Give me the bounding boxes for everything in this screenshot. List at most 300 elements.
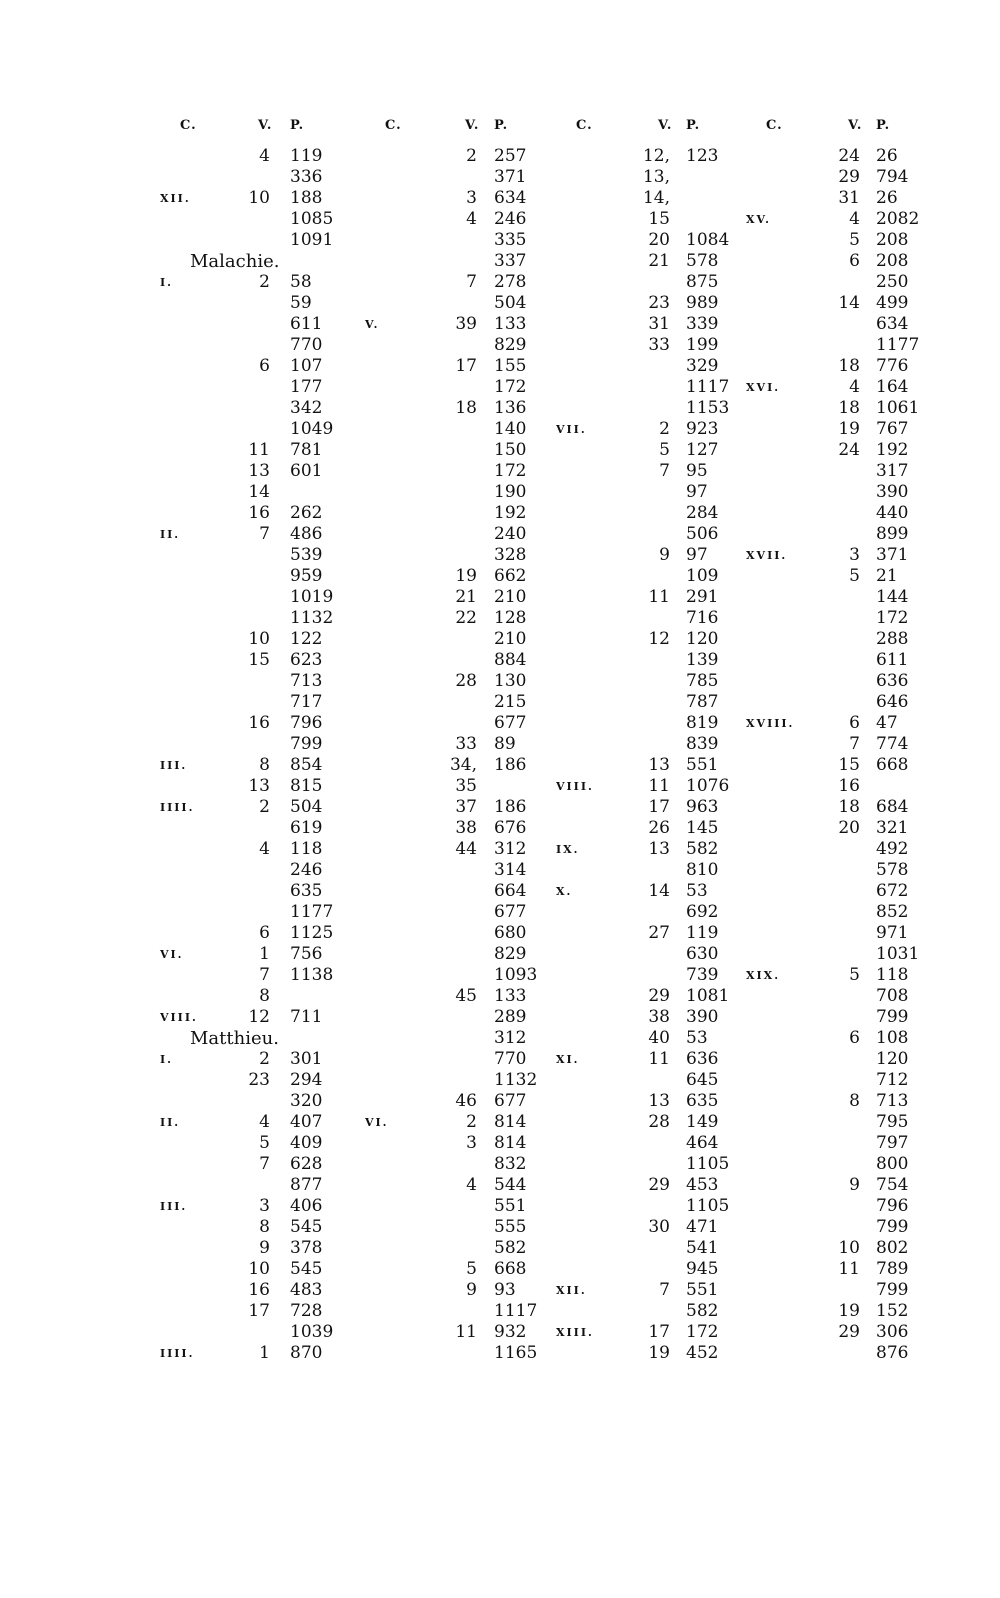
page-number: 623 (290, 650, 323, 670)
page-number: 756 (290, 944, 323, 964)
page-number: 795 (876, 1112, 909, 1132)
page-number: 839 (686, 734, 719, 754)
page-number: 155 (494, 356, 527, 376)
page-number: 177 (290, 377, 323, 397)
page-number: 133 (494, 314, 527, 334)
verse-number: 28 (455, 671, 477, 691)
verse-number: 29 (838, 1322, 860, 1342)
verse-number: 8 (849, 1091, 860, 1111)
page-number: 288 (876, 629, 909, 649)
page-number: 717 (290, 692, 323, 712)
verse-number: 17 (648, 797, 670, 817)
page-number: 539 (290, 545, 323, 565)
column-header-chapter: C. (576, 118, 593, 133)
page-number: 378 (290, 1238, 323, 1258)
page-number: 555 (494, 1217, 527, 1237)
page-number: 544 (494, 1175, 527, 1195)
page-number: 677 (494, 902, 527, 922)
page-number: 945 (686, 1259, 719, 1279)
verse-number: 26 (648, 818, 670, 838)
page-number: 680 (494, 923, 527, 943)
verse-number: 5 (659, 440, 670, 460)
verse-number: 11 (248, 440, 270, 460)
verse-number: 12 (248, 1007, 270, 1027)
verse-number: 2 (259, 797, 270, 817)
verse-number: 5 (849, 965, 860, 985)
page-number: 47 (876, 713, 898, 733)
page-number: 107 (290, 356, 323, 376)
verse-number: 27 (648, 923, 670, 943)
verse-number: 8 (259, 986, 270, 1006)
page-number: 59 (290, 293, 312, 313)
verse-number: 15 (248, 650, 270, 670)
page-number: 800 (876, 1154, 909, 1174)
column-header-verse: V. (465, 118, 480, 133)
page-number: 814 (494, 1112, 527, 1132)
page-number: 284 (686, 503, 719, 523)
page-number: 186 (494, 755, 527, 775)
page-number: 611 (290, 314, 323, 334)
verse-number: 11 (838, 1259, 860, 1279)
verse-number: 18 (838, 398, 860, 418)
page-number: 337 (494, 251, 527, 271)
verse-number: 4 (466, 209, 477, 229)
verse-number: 33 (455, 734, 477, 754)
page-number: 188 (290, 188, 323, 208)
page-number: 89 (494, 734, 516, 754)
page-number: 635 (290, 881, 323, 901)
page-number: 854 (290, 755, 323, 775)
page-number: 739 (686, 965, 719, 985)
verse-number: 6 (259, 923, 270, 943)
verse-number: 5 (259, 1133, 270, 1153)
chapter-number: XIX. (746, 969, 781, 982)
page-number: 149 (686, 1112, 719, 1132)
page-number: 314 (494, 860, 527, 880)
page-number: 371 (494, 167, 527, 187)
chapter-number: XI. (556, 1053, 580, 1066)
page-number: 636 (876, 671, 909, 691)
page-number: 810 (686, 860, 719, 880)
verse-number: 19 (648, 1343, 670, 1363)
column-header-chapter: C. (766, 118, 783, 133)
page-number: 390 (876, 482, 909, 502)
chapter-number: VI. (160, 948, 184, 961)
page-number: 53 (686, 1028, 708, 1048)
verse-number: 14 (648, 881, 670, 901)
verse-number: 12 (648, 629, 670, 649)
page-number: 668 (876, 755, 909, 775)
verse-number: 3 (466, 188, 477, 208)
column-header-verse: V. (848, 118, 863, 133)
page-number: 582 (494, 1238, 527, 1258)
verse-number: 16 (248, 1280, 270, 1300)
page-number: 708 (876, 986, 909, 1006)
page-number: 1091 (290, 230, 334, 250)
page-number: 794 (876, 167, 909, 187)
verse-number: 6 (849, 1028, 860, 1048)
page-number: 959 (290, 566, 323, 586)
chapter-number: XVIII. (746, 717, 795, 730)
verse-number: 20 (838, 818, 860, 838)
chapter-number: III. (160, 759, 188, 772)
verse-number: 3 (259, 1196, 270, 1216)
page-number: 390 (686, 1007, 719, 1027)
page-number: 172 (494, 461, 527, 481)
page-number: 97 (686, 482, 708, 502)
chapter-number: IX. (556, 843, 580, 856)
verse-number: 12, (642, 146, 670, 166)
page-number: 662 (494, 566, 527, 586)
page-number: 172 (494, 377, 527, 397)
page-number: 664 (494, 881, 527, 901)
page-number: 789 (876, 1259, 909, 1279)
page-number: 545 (290, 1217, 323, 1237)
page-number: 246 (494, 209, 527, 229)
page-number: 130 (494, 671, 527, 691)
page-number: 190 (494, 482, 527, 502)
page-number: 829 (494, 335, 527, 355)
page-number: 635 (686, 1091, 719, 1111)
page-number: 1153 (686, 398, 730, 418)
page-number: 136 (494, 398, 527, 418)
page-number: 504 (494, 293, 527, 313)
page-number: 884 (494, 650, 527, 670)
verse-number: 7 (659, 461, 670, 481)
page-number: 262 (290, 503, 323, 523)
verse-number: 7 (659, 1280, 670, 1300)
chapter-number: II. (160, 1116, 181, 1129)
verse-number: 13, (642, 167, 670, 187)
verse-number: 13 (248, 461, 270, 481)
verse-number: 11 (648, 587, 670, 607)
page-number: 483 (290, 1280, 323, 1300)
page-number: 877 (290, 1175, 323, 1195)
verse-number: 7 (849, 734, 860, 754)
chapter-number: I. (160, 1053, 173, 1066)
chapter-number: I. (160, 276, 173, 289)
verse-number: 33 (648, 335, 670, 355)
page-number: 120 (876, 1049, 909, 1069)
verse-number: 9 (466, 1280, 477, 1300)
page-number: 2082 (876, 209, 920, 229)
page-number: 95 (686, 461, 708, 481)
page-number: 1177 (290, 902, 334, 922)
verse-number: 2 (466, 146, 477, 166)
verse-number: 7 (259, 1154, 270, 1174)
page-number: 628 (290, 1154, 323, 1174)
page-number: 767 (876, 419, 909, 439)
page-number: 1093 (494, 965, 538, 985)
page-number: 713 (876, 1091, 909, 1111)
page-number: 541 (686, 1238, 719, 1258)
page-number: 208 (876, 251, 909, 271)
verse-number: 14 (248, 482, 270, 502)
verse-number: 13 (648, 755, 670, 775)
page-number: 320 (290, 1091, 323, 1111)
chapter-number: XVI. (746, 381, 781, 394)
page-number: 870 (290, 1343, 323, 1363)
page-number: 371 (876, 545, 909, 565)
verse-number: 2 (466, 1112, 477, 1132)
verse-number: 1 (259, 1343, 270, 1363)
page-number: 692 (686, 902, 719, 922)
verse-number: 38 (455, 818, 477, 838)
page-number: 852 (876, 902, 909, 922)
column-header-verse: V. (258, 118, 273, 133)
page-number: 578 (876, 860, 909, 880)
page-number: 97 (686, 545, 708, 565)
verse-number: 46 (455, 1091, 477, 1111)
page-number: 814 (494, 1133, 527, 1153)
verse-number: 7 (259, 524, 270, 544)
page-number: 551 (686, 755, 719, 775)
page-number: 486 (290, 524, 323, 544)
verse-number: 6 (259, 356, 270, 376)
page-number: 152 (876, 1301, 909, 1321)
page-number: 186 (494, 797, 527, 817)
page-number: 144 (876, 587, 909, 607)
chapter-number: XVII. (746, 549, 788, 562)
page-number: 215 (494, 692, 527, 712)
page-number: 815 (290, 776, 323, 796)
page-number: 802 (876, 1238, 909, 1258)
page-number: 210 (494, 629, 527, 649)
page-number: 713 (290, 671, 323, 691)
verse-number: 17 (455, 356, 477, 376)
page-number: 971 (876, 923, 909, 943)
page-number: 128 (494, 608, 527, 628)
verse-number: 19 (455, 566, 477, 586)
page-number: 774 (876, 734, 909, 754)
page-number: 636 (686, 1049, 719, 1069)
verse-number: 16 (838, 776, 860, 796)
page-number: 728 (290, 1301, 323, 1321)
chapter-number: XII. (160, 192, 191, 205)
verse-number: 34, (449, 755, 477, 775)
page-number: 119 (290, 146, 323, 166)
page-number: 312 (494, 1028, 527, 1048)
verse-number: 4 (259, 1112, 270, 1132)
page-number: 634 (494, 188, 527, 208)
page-number: 785 (686, 671, 719, 691)
page-number: 776 (876, 356, 909, 376)
page-number: 452 (686, 1343, 719, 1363)
verse-number: 10 (248, 188, 270, 208)
verse-number: 4 (259, 839, 270, 859)
page-number: 1138 (290, 965, 334, 985)
page-number: 711 (290, 1007, 323, 1027)
verse-number: 14 (838, 293, 860, 313)
page-number: 1085 (290, 209, 334, 229)
verse-number: 37 (455, 797, 477, 817)
page-number: 53 (686, 881, 708, 901)
page-number: 672 (876, 881, 909, 901)
page-number: 108 (876, 1028, 909, 1048)
verse-number: 10 (248, 1259, 270, 1279)
page-number: 1081 (686, 986, 730, 1006)
verse-number: 20 (648, 230, 670, 250)
page-number: 336 (290, 167, 323, 187)
page-number: 172 (686, 1322, 719, 1342)
verse-number: 40 (648, 1028, 670, 1048)
page-number: 164 (876, 377, 909, 397)
page-number: 796 (290, 713, 323, 733)
verse-number: 23 (248, 1070, 270, 1090)
page-number: 278 (494, 272, 527, 292)
page-number: 294 (290, 1070, 323, 1090)
page-number: 754 (876, 1175, 909, 1195)
page-number: 799 (290, 734, 323, 754)
page-number: 150 (494, 440, 527, 460)
page-number: 1084 (686, 230, 730, 250)
verse-number: 30 (648, 1217, 670, 1237)
page-number: 819 (686, 713, 719, 733)
page-number: 289 (494, 1007, 527, 1027)
verse-number: 4 (849, 209, 860, 229)
page-number: 932 (494, 1322, 527, 1342)
page-number: 119 (686, 923, 719, 943)
page-number: 1117 (494, 1301, 538, 1321)
verse-number: 8 (259, 1217, 270, 1237)
verse-number: 4 (466, 1175, 477, 1195)
column-header-page: P. (686, 118, 701, 133)
verse-number: 39 (455, 314, 477, 334)
verse-number: 15 (648, 209, 670, 229)
page-number: 1165 (494, 1343, 538, 1363)
page-number: 1049 (290, 419, 334, 439)
page-number: 799 (876, 1007, 909, 1027)
page-number: 989 (686, 293, 719, 313)
page-number: 770 (290, 335, 323, 355)
page-number: 127 (686, 440, 719, 460)
page-number: 240 (494, 524, 527, 544)
page-number: 645 (686, 1070, 719, 1090)
page-number: 321 (876, 818, 909, 838)
chapter-number: II. (160, 528, 181, 541)
page-number: 611 (876, 650, 909, 670)
chapter-number: VII. (556, 423, 587, 436)
page-number: 335 (494, 230, 527, 250)
verse-number: 11 (648, 776, 670, 796)
page-number: 120 (686, 629, 719, 649)
page-number: 829 (494, 944, 527, 964)
page-number: 312 (494, 839, 527, 859)
page-number: 328 (494, 545, 527, 565)
verse-number: 9 (849, 1175, 860, 1195)
page-number: 109 (686, 566, 719, 586)
verse-number: 5 (849, 566, 860, 586)
page-number: 1105 (686, 1196, 730, 1216)
verse-number: 2 (659, 419, 670, 439)
verse-number: 24 (838, 440, 860, 460)
page-number: 545 (290, 1259, 323, 1279)
page-number: 506 (686, 524, 719, 544)
page-number: 192 (494, 503, 527, 523)
page-number: 58 (290, 272, 312, 292)
page-number: 122 (290, 629, 323, 649)
page-number: 250 (876, 272, 909, 292)
page-number: 832 (494, 1154, 527, 1174)
verse-number: 18 (455, 398, 477, 418)
page-number: 1125 (290, 923, 334, 943)
verse-number: 28 (648, 1112, 670, 1132)
page-number: 464 (686, 1133, 719, 1153)
page-number: 1105 (686, 1154, 730, 1174)
page-number: 712 (876, 1070, 909, 1090)
page-number: 578 (686, 251, 719, 271)
verse-number: 44 (455, 839, 477, 859)
chapter-number: V. (365, 318, 380, 331)
verse-number: 29 (648, 986, 670, 1006)
page-number: 676 (494, 818, 527, 838)
page-number: 770 (494, 1049, 527, 1069)
page-number: 317 (876, 461, 909, 481)
page-number: 339 (686, 314, 719, 334)
verse-number: 15 (838, 755, 860, 775)
page-number: 899 (876, 524, 909, 544)
verse-number: 4 (849, 377, 860, 397)
verse-number: 29 (838, 167, 860, 187)
page-number: 257 (494, 146, 527, 166)
page-number: 199 (686, 335, 719, 355)
chapter-number: IIII. (160, 801, 195, 814)
page-number: 471 (686, 1217, 719, 1237)
page-number: 601 (290, 461, 323, 481)
verse-number: 31 (648, 314, 670, 334)
page-number: 875 (686, 272, 719, 292)
verse-number: 6 (849, 713, 860, 733)
verse-number: 13 (648, 1091, 670, 1111)
verse-number: 16 (248, 713, 270, 733)
page-number: 876 (876, 1343, 909, 1363)
verse-number: 45 (455, 986, 477, 1006)
page-number: 551 (494, 1196, 527, 1216)
verse-number: 13 (648, 839, 670, 859)
page-number: 504 (290, 797, 323, 817)
page-number: 781 (290, 440, 323, 460)
verse-number: 19 (838, 419, 860, 439)
column-header-chapter: C. (385, 118, 402, 133)
page-number: 140 (494, 419, 527, 439)
page-number: 634 (876, 314, 909, 334)
verse-number: 31 (838, 188, 860, 208)
column-header-page: P. (876, 118, 891, 133)
page-number: 796 (876, 1196, 909, 1216)
page-number: 677 (494, 713, 527, 733)
verse-number: 10 (248, 629, 270, 649)
page-number: 799 (876, 1280, 909, 1300)
page-number: 329 (686, 356, 719, 376)
page-number: 582 (686, 839, 719, 859)
verse-number: 21 (455, 587, 477, 607)
page-number: 619 (290, 818, 323, 838)
verse-number: 17 (248, 1301, 270, 1321)
chapter-number: VIII. (160, 1011, 198, 1024)
verse-number: 3 (466, 1133, 477, 1153)
verse-number: 21 (648, 251, 670, 271)
verse-number: 13 (248, 776, 270, 796)
verse-number: 1 (259, 944, 270, 964)
page-number: 21 (876, 566, 898, 586)
page-number: 306 (876, 1322, 909, 1342)
page-number: 453 (686, 1175, 719, 1195)
verse-number: 7 (259, 965, 270, 985)
page-number: 716 (686, 608, 719, 628)
page-number: 684 (876, 797, 909, 817)
page-number: 677 (494, 1091, 527, 1111)
page-number: 797 (876, 1133, 909, 1153)
